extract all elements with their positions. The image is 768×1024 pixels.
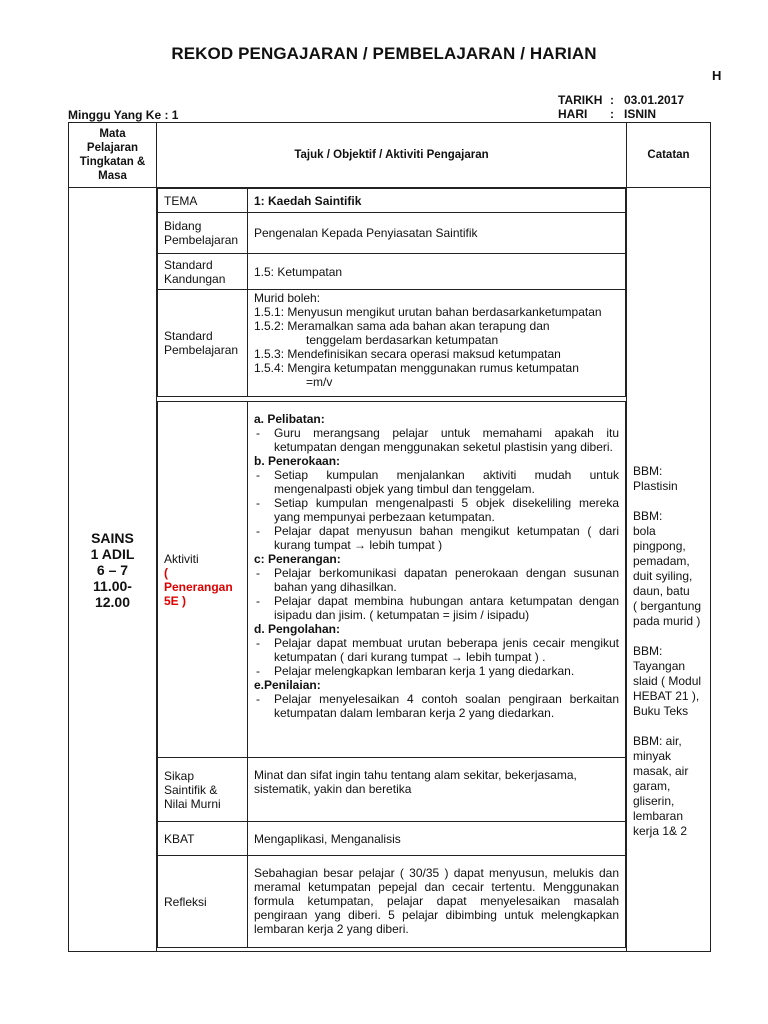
sp-label-line2: Pembelajaran <box>164 343 239 357</box>
akt-c-item-2 <box>254 594 619 622</box>
hari-line <box>558 107 656 121</box>
subject-line4: 11.00- <box>93 577 132 594</box>
bullet-dash: - <box>256 692 260 706</box>
row-bidang <box>158 213 626 254</box>
header-col1-line3: Tingkatan & <box>79 156 146 168</box>
akt-b-text-1: Setiap kumpulan menjalankan aktiviti mudah untuk mengenalpasti objek yang timbul dan tenggelam. <box>274 468 619 496</box>
catatan-cell <box>627 188 711 952</box>
sikap-label-line3: Nilai Murni <box>164 796 221 811</box>
subject-line1: SAINS <box>91 529 134 546</box>
aktiviti-red-1: ( <box>164 565 168 580</box>
catatan-bbm-plastisin: BBM: Plastisin <box>633 464 678 493</box>
sp-item-4: 1.5.4: Mengira ketumpatan menggunakan rumus ketumpatan <box>254 361 579 375</box>
row-aktiviti <box>158 402 626 758</box>
bullet-dash: - <box>256 594 260 608</box>
subject-line5: 12.00 <box>94 593 131 610</box>
bullet-dash: - <box>256 664 260 678</box>
akt-c-text-1: Pelajar berkomunikasi dapatan penerokaan dengan susunan bahan yang dihasilkan. <box>274 566 619 594</box>
sk-label-line2: Kandungan <box>164 271 226 286</box>
akt-c-item-1 <box>254 566 619 594</box>
hari-value: ISNIN <box>624 107 657 121</box>
sp-label-line1: Standard <box>164 329 213 343</box>
akt-d-text-1: Pelajar dapat membuat urutan beberapa jenis cecair mengikut ketumpatan ( dari kurang tumpat → lebih tumpat ) . <box>274 636 619 664</box>
row-standard-pembelajaran <box>158 290 626 397</box>
sp-value <box>248 290 626 397</box>
sikap-label <box>158 758 248 822</box>
content-cell <box>157 188 627 952</box>
subject-cell <box>69 188 157 952</box>
sk-label <box>158 254 248 290</box>
sk-label-line1: Standard <box>164 257 213 272</box>
sp-item-3: 1.5.3: Mendefinisikan secara operasi maksud ketumpatan <box>254 347 561 361</box>
tema-value: 1: Kaedah Saintifik <box>248 189 626 213</box>
row-tema <box>158 189 626 213</box>
bullet-dash: - <box>256 566 260 580</box>
akt-d-item-1 <box>254 636 619 664</box>
sp-item-4-cont: =m/v <box>306 375 333 389</box>
sp-item-1: 1.5.1: Menyusun mengikut urutan bahan berdasarkanketumpatan <box>254 305 602 319</box>
header-col1-line4: Masa <box>98 170 127 182</box>
aktiviti-label-text: Aktiviti <box>164 551 199 566</box>
akt-e-item-1 <box>254 692 619 720</box>
bullet-dash: - <box>256 524 260 538</box>
tarikh-line <box>558 93 684 107</box>
akt-e-heading: e.Penilaian: <box>254 678 321 692</box>
akt-b-item-1 <box>254 468 619 496</box>
bidang-label-line1: Bidang <box>164 219 202 233</box>
bidang-label <box>158 213 248 254</box>
bullet-dash: - <box>256 426 260 440</box>
akt-c-text-2: Pelajar dapat membina hubungan antara ketumpatan dengan isipadu dan jisim. ( ketumpatan = jisim / isipadu) <box>274 594 619 622</box>
akt-b-item-3 <box>254 524 619 552</box>
sikap-value: Minat dan sifat ingin tahu tentang alam sekitar, bekerjasama, sistematik, yakin dan beretika <box>248 758 626 822</box>
corner-mark: H <box>712 68 722 83</box>
akt-b-heading: b. Penerokaan: <box>254 454 341 468</box>
akt-b-text-3: Pelajar dapat menyusun bahan mengikut ketumpatan ( dari kurang tumpat → lebih tumpat ) <box>274 524 619 552</box>
sk-value: 1.5: Ketumpatan <box>248 254 626 290</box>
catatan-content <box>627 188 710 839</box>
subject-line3: 6 – 7 <box>96 561 129 578</box>
akt-d-heading: d. Pengolahan: <box>254 622 341 636</box>
catatan-b2-items: bola pingpong, pemadam, duit syiling, daun, batu <box>633 524 693 598</box>
akt-a-text-1: Guru merangsang pelajar untuk memahami apakah itu ketumpatan dengan menggunakan seketul plastisin yang diberi. <box>274 426 619 454</box>
bullet-dash: - <box>256 636 260 650</box>
table-body-row <box>69 188 711 952</box>
header-content-col: Tajuk / Objektif / Aktiviti Pengajaran <box>157 123 627 188</box>
table-header-row <box>69 123 711 188</box>
page-title: REKOD PENGAJARAN / PEMBELAJARAN / HARIAN <box>171 44 597 63</box>
catatan-b3-items: Tayangan slaid ( Modul HEBAT 21 ), Buku Teks <box>633 659 702 718</box>
header-catatan-col: Catatan <box>627 123 711 188</box>
aktiviti-red-3: 5E ) <box>164 593 187 608</box>
akt-e-text-1: Pelajar menyelesaikan 4 contoh soalan pengiraan berkaitan ketumpatan dalam lembaran kerja 2 yang diedarkan. <box>274 692 619 720</box>
bullet-dash: - <box>256 468 260 482</box>
aktiviti-label <box>158 402 248 758</box>
catatan-bbm-objects <box>633 509 706 629</box>
akt-a-item-1 <box>254 426 619 454</box>
row-kbat <box>158 822 626 856</box>
tema-label: TEMA <box>158 189 248 213</box>
tarikh-label: TARIKH <box>558 93 603 107</box>
sikap-label-line2: Saintifik & <box>164 782 218 797</box>
bidang-value: Pengenalan Kepada Penyiasatan Saintifik <box>248 213 626 254</box>
tarikh-colon: : <box>610 93 614 107</box>
catatan-bbm-liquids: BBM: air, minyak masak, air garam, gliserin, lembaran kerja 1& 2 <box>633 734 689 838</box>
lesson-record-table <box>68 122 711 952</box>
sikap-label-line1: Sikap <box>164 768 195 783</box>
catatan-b3-title: BBM: <box>633 644 663 658</box>
akt-c-heading: c: Penerangan: <box>254 552 341 566</box>
sp-item-2: 1.5.2: Meramalkan sama ada bahan akan terapung dan <box>254 319 550 333</box>
aktiviti-red-2: Penerangan <box>164 579 233 594</box>
akt-b-item-2 <box>254 496 619 524</box>
catatan-b2-note: ( bergantung pada murid ) <box>633 599 702 628</box>
akt-b-text-2: Setiap kumpulan mengenalpasti 5 objek disekeliling mereka yang mempunyai perbezaan ketumpatan. <box>274 496 619 524</box>
hari-label: HARI <box>558 107 588 121</box>
aktiviti-content <box>248 402 626 758</box>
refleksi-value: Sebahagian besar pelajar ( 30/35 ) dapat menyusun, melukis dan meramal ketumpatan pepejal dan cecair tertentu. Menggunakan formula ketumpatan, pelajar dapat menyelesaikan masalah pengiraan yang diberi. 5 pelajar dibimbing untuk melengkapkan lembaran kerja 2 yang diberi. <box>248 856 626 948</box>
tarikh-value: 03.01.2017 <box>624 93 685 107</box>
content-inner-table <box>157 188 626 948</box>
catatan-b2-title: BBM: <box>633 509 663 523</box>
header-subject-col <box>69 123 157 188</box>
akt-d-item-2 <box>254 664 619 678</box>
bullet-dash: - <box>256 496 260 510</box>
refleksi-label: Refleksi <box>158 856 248 948</box>
bidang-label-line2: Pembelajaran <box>164 233 239 247</box>
hari-colon: : <box>610 107 614 121</box>
kbat-label: KBAT <box>158 822 248 856</box>
header-col1-line1: Mata <box>99 128 126 140</box>
kbat-value: Mengaplikasi, Menganalisis <box>248 822 626 856</box>
row-sikap <box>158 758 626 822</box>
sp-intro: Murid boleh: <box>254 291 321 305</box>
minggu-label: Minggu Yang Ke : 1 <box>68 108 179 122</box>
akt-a-heading: a. Pelibatan: <box>254 412 325 426</box>
sp-label <box>158 290 248 397</box>
akt-d-text-2: Pelajar melengkapkan lembaran kerja 1 yang diedarkan. <box>274 664 575 678</box>
subject-line2: 1 ADIL <box>90 545 135 562</box>
catatan-bbm-slides <box>633 644 706 719</box>
header-col1-line2: Pelajaran <box>86 142 139 154</box>
sp-item-2-cont: tenggelam berdasarkan ketumpatan <box>306 333 499 347</box>
row-standard-kandungan <box>158 254 626 290</box>
row-refleksi <box>158 856 626 948</box>
